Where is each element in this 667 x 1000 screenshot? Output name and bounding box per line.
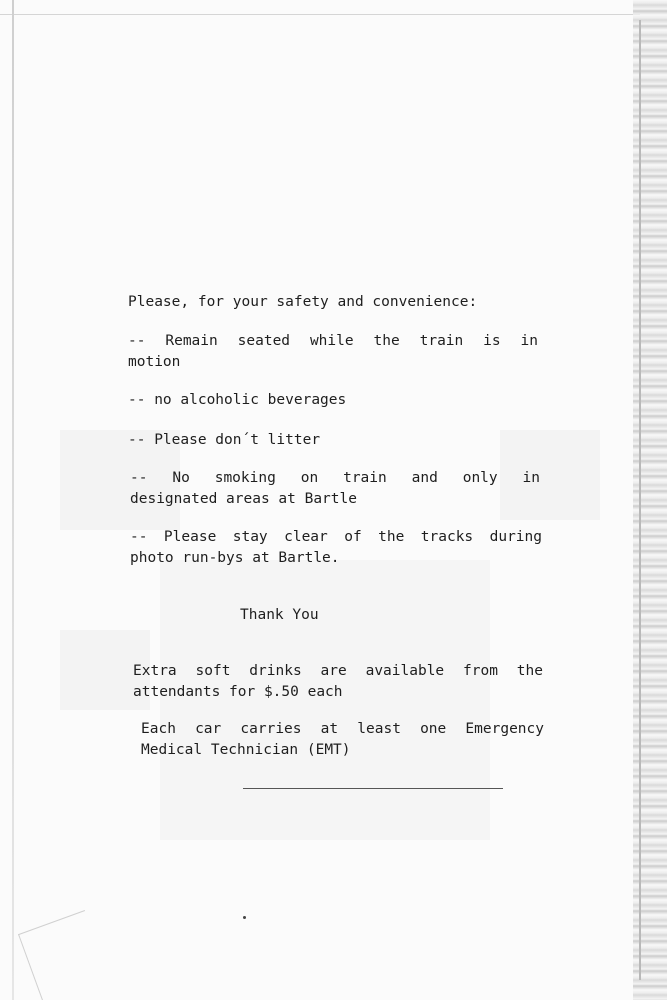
emt-note: Each car carries at least one Emergency [141,721,544,737]
rule-stay-clear: -- Please stay clear of the tracks during [130,529,542,545]
notice-intro: Please, for your safety and convenience: [128,294,478,310]
corner-fold [18,910,109,1000]
paper-left-edge [12,0,14,1000]
paper-top-edge [0,14,640,15]
rule-remain-seated-cont: motion [128,354,181,370]
signature-rule [243,788,503,789]
thank-you: Thank You [240,607,319,623]
rule-remain-seated: -- Remain seated while the train is in [128,333,538,349]
rule-no-alcohol: -- no alcoholic beverages [128,392,347,408]
rule-no-litter: -- Please don´t litter [128,432,321,448]
rule-stay-clear-cont: photo run-bys at Bartle. [130,550,340,566]
soft-drinks-note-cont: attendants for $.50 each [133,684,343,700]
emt-note-cont: Medical Technician (EMT) [141,742,351,758]
paper-fold-line [639,20,641,980]
rule-no-smoking-cont: designated areas at Bartle [130,491,357,507]
ink-dot [243,916,246,919]
soft-drinks-note: Extra soft drinks are available from the [133,663,543,679]
rule-no-smoking: -- No smoking on train and only in [130,470,540,486]
